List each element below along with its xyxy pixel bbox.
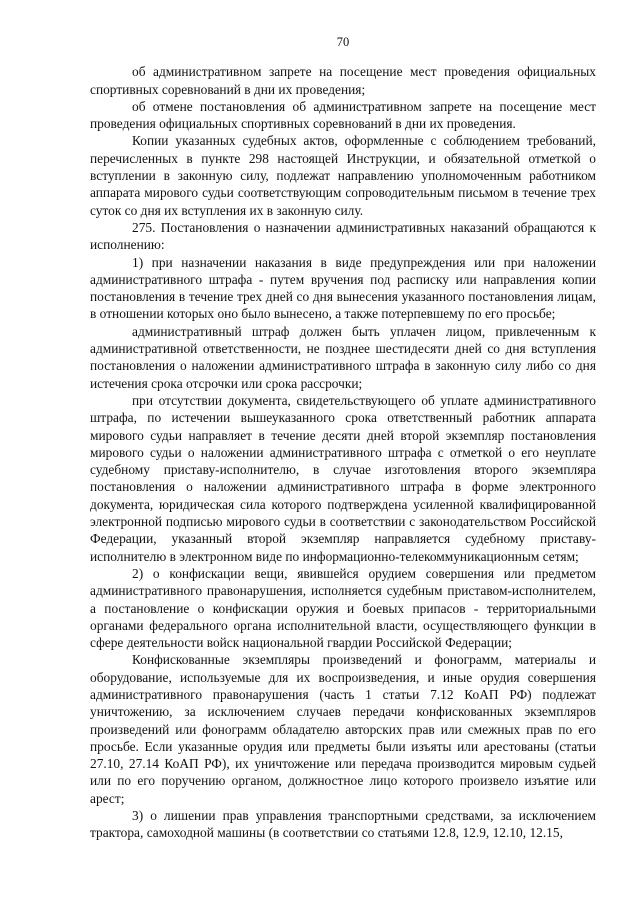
paragraph-2: об отмене постановления об административном запрете на посещение мест проведения официальных спортивных соревнований в дни их проведения.	[90, 98, 596, 132]
paragraph-3: Копии указанных судебных актов, оформленные с соблюдением требований, перечисленных в пункте 298 настоящей Инструкции, и обязательной отметкой о вступлении в законную силу, подлежат направлению уполномоченным работником аппарата мирового судьи соответствующим сопроводительным письмом в течение трех суток со дня их вступления их в законную силу.	[90, 133, 596, 218]
paragraph-6: административный штраф должен быть уплачен лицом, привлеченным к административной ответственности, не позднее шестидесяти дней со дня вступления постановления о наложении административного штрафа в законную силу либо со дня истечения срока отсрочки или срока рассрочки;	[90, 323, 596, 391]
page-number: 70	[336, 35, 350, 49]
paragraph-8: 2) о конфискации вещи, явившейся орудием совершения или предметом административного правонарушения, исполняется судебным приставом-исполнителем, а постановление о конфискации оружия и боевых припасов - территориальными органами федерального органа исполнительной власти, осуществляющего функции в сфере деятельности войск национальной гвардии Российской Федерации;	[90, 565, 596, 651]
paragraph-4: 275. Постановления о назначении административных наказаний обращаются к исполнению:	[90, 219, 596, 253]
paragraph-1: об административном запрете на посещение мест проведения официальных спортивных соревнований в дни их проведения;	[90, 64, 596, 97]
paragraph-7: при отсутствии документа, свидетельствующего об уплате административного штрафа, по истечении вышеуказанного срока ответственный работник аппарата мирового судьи направляет в течение десяти дней второй экземпляр постановления мирового судьи о наложении административного штрафа с отметкой о его неуплате судебному приставу-исполнителю, в случае изготовления второго экземпляра постановления о наложении административного штрафа в форме электронного документа, юридическая сила которого подтверждена усиленной квалифицированной электронной подписью мирового судьи в соответствии с законодательством Российской Федерации, указанный второй экземпляр направляется судебному приставу-исполнителю в электронном виде по информационно-телекоммуникационным сетям;	[90, 392, 596, 564]
paragraph-9: Конфискованные экземпляры произведений и фонограмм, материалы и оборудование, используемые для их воспроизведения, и иные орудия совершения административного правонарушения (часть 1 статьи 7.12 КоАП РФ) подлежат уничтожению, за исключением случаев передачи конфискованных экземпляров произведений или фонограмм обладателю авторских прав или смежных прав по его просьбе. Если указанные орудия или предметы были изъяты или арестованы (статьи 27.10, 27.14 КоАП РФ), их уничтожение или передача производится мировым судьей или по его поручению органом, должностное лицо которого произвело изъятие или арест;	[90, 652, 596, 806]
paragraph-5: 1) при назначении наказания в виде предупреждения или при наложении административного штрафа - путем вручения под расписку или направления копии постановления в течение трех дней со дня вынесения указанного постановления лицам, в отношении которых оно было вынесено, а также потерпевшему по его просьбе;	[90, 254, 596, 322]
paragraph-10: 3) о лишении прав управления транспортными средствами, за исключением трактора, самоходной машины (в соответствии со статьями 12.8, 12.9, 12.10, 12.15,	[90, 808, 596, 841]
